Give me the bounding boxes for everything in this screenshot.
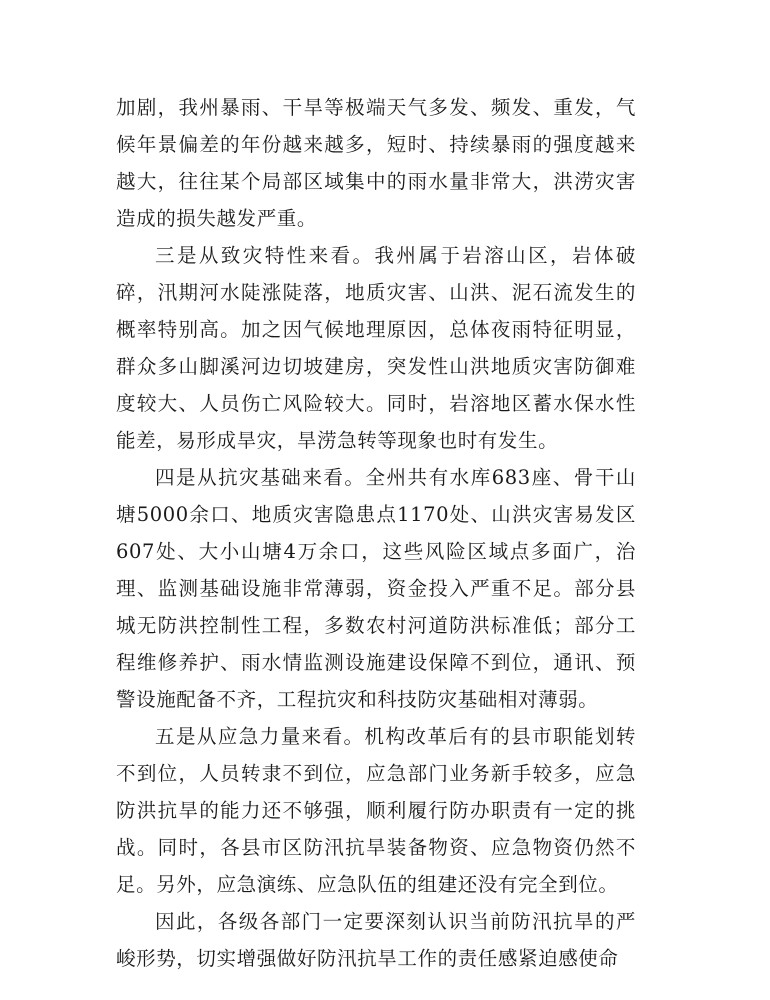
paragraph-disaster-characteristics: 三是从致灾特性来看。我州属于岩溶山区，岩体破碎，汛期河水陡涨陡落，地质灾害、山洪、泥石流发生的概率特别高。加之因气候地理原因，总体夜雨特征明显，群众多山脚溪河边切坡建房，突发性山洪地质灾害防御难度较大、人员伤亡风险较大。同时，岩溶地区蓄水保水性能差，易形成旱灾，旱涝急转等现象也时有发生。 (116, 244, 636, 452)
paragraph-conclusion: 因此，各级各部门一定要深刻认识当前防汛抗旱的严峻形势，切实增强做好防汛抗旱工作的责任感紧迫感使命 (116, 910, 636, 970)
paragraph-emergency-capacity: 五是从应急力量来看。机构改革后有的县市职能划转不到位，人员转隶不到位，应急部门业务新手较多，应急防洪抗旱的能力还不够强，顺利履行防办职责有一定的挑战。同时，各县市区防汛抗旱装备物资、应急物资仍然不足。另外，应急演练、应急队伍的组建还没有完全到位。 (116, 725, 636, 896)
document-body (116, 89, 636, 977)
paragraph-disaster-resistance-foundation: 四是从抗灾基础来看。全州共有水库683座、骨干山塘5000余口、地质灾害隐患点1170处、山洪灾害易发区607处、大小山塘4万余口，这些风险区域点多面广，治理、监测基础设施非常薄弱，资金投入严重不足。部分县城无防洪控制性工程，多数农村河道防洪标准低；部分工程维修养护、雨水情监测设施建设保障不到位，通讯、预警设施配备不齐，工程抗灾和科技防灾基础相对薄弱。 (116, 466, 636, 711)
paragraph-continuation: 加剧，我州暴雨、干旱等极端天气多发、频发、重发，气候年景偏差的年份越来越多，短时、持续暴雨的强度越来越大，往往某个局部区域集中的雨水量非常大，洪涝灾害造成的损失越发严重。 (116, 96, 636, 230)
